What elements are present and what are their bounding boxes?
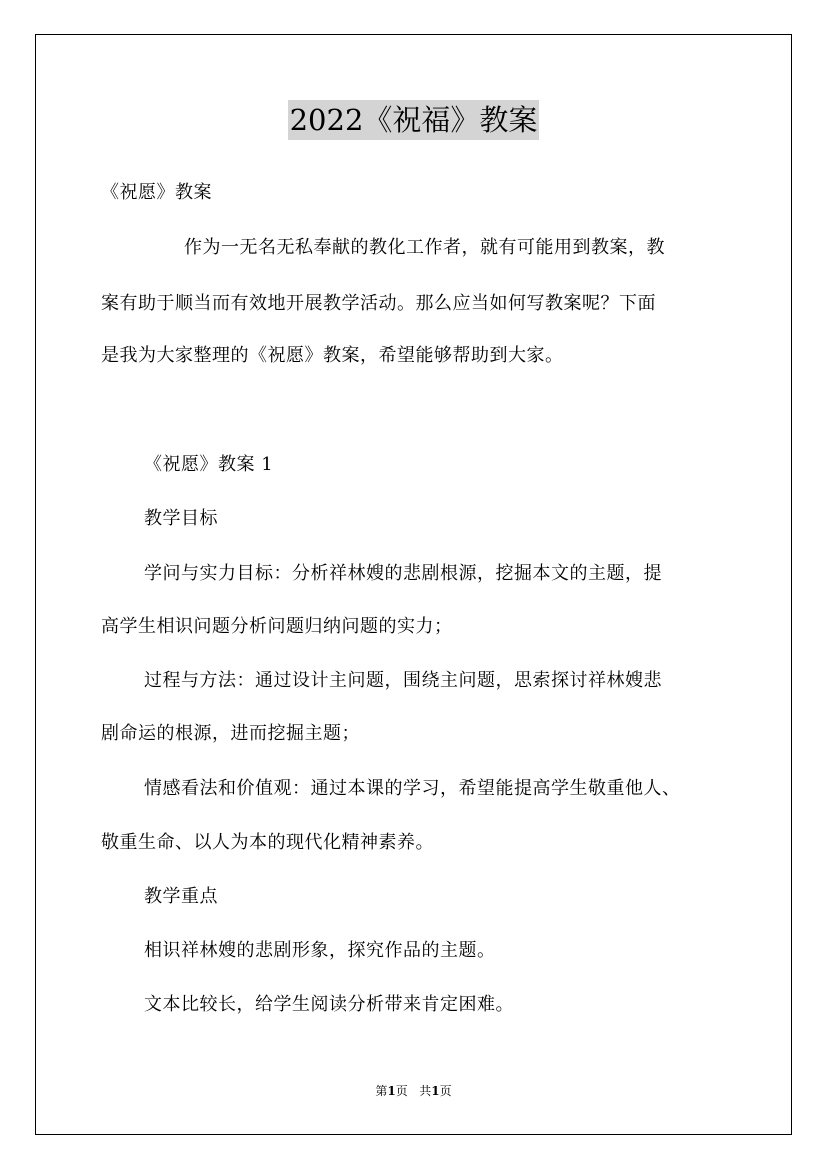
- footer-total-prefix: 共: [419, 1084, 432, 1098]
- key-point: 相识祥林嫂的悲剧形象，探究作品的主题。: [144, 940, 496, 961]
- intro-line-3: 是我为大家整理的《祝愿》教案，希望能够帮助到大家。: [101, 345, 564, 366]
- footer-page-number: 1: [387, 1084, 396, 1098]
- title-container: [0, 100, 827, 140]
- document-title: 2022《祝福》教案: [288, 100, 540, 140]
- difficulty: 文本比较长，给学生阅读分析带来肯定困难。: [144, 994, 514, 1015]
- objective-emotion-line-2: 敬重生命、以人为本的现代化精神素养。: [101, 832, 434, 853]
- section-heading: 《祝愿》教案 1: [144, 454, 274, 475]
- key-points-heading: 教学重点: [144, 886, 218, 907]
- intro-line-2: 案有助于顺当而有效地开展教学活动。那么应当如何写教案呢？下面: [101, 293, 656, 314]
- objective-process-line-2: 剧命运的根源，进而挖掘主题；: [101, 723, 360, 744]
- objective-emotion-line-1: 情感看法和价值观：通过本课的学习，希望能提高学生敬重他人、: [144, 778, 681, 799]
- footer-page-suffix: 页: [395, 1084, 408, 1098]
- document-subtitle: 《祝愿》教案: [101, 182, 212, 203]
- objectives-heading: 教学目标: [144, 508, 218, 529]
- objective-knowledge-line-1: 学问与实力目标：分析祥林嫂的悲剧根源，挖掘本文的主题，提: [144, 563, 662, 584]
- intro-line-1: 作为一无名无私奉献的教化工作者，就有可能用到教案，教: [184, 237, 665, 258]
- footer-total-number: 1: [431, 1084, 440, 1098]
- footer-page-prefix: 第: [375, 1084, 388, 1098]
- objective-process-line-1: 过程与方法：通过设计主问题，围绕主问题，思索探讨祥林嫂悲: [144, 670, 662, 691]
- page-footer: [0, 1083, 827, 1099]
- objective-knowledge-line-2: 高学生相识问题分析问题归纳问题的实力；: [101, 616, 453, 637]
- footer-total-suffix: 页: [439, 1084, 452, 1098]
